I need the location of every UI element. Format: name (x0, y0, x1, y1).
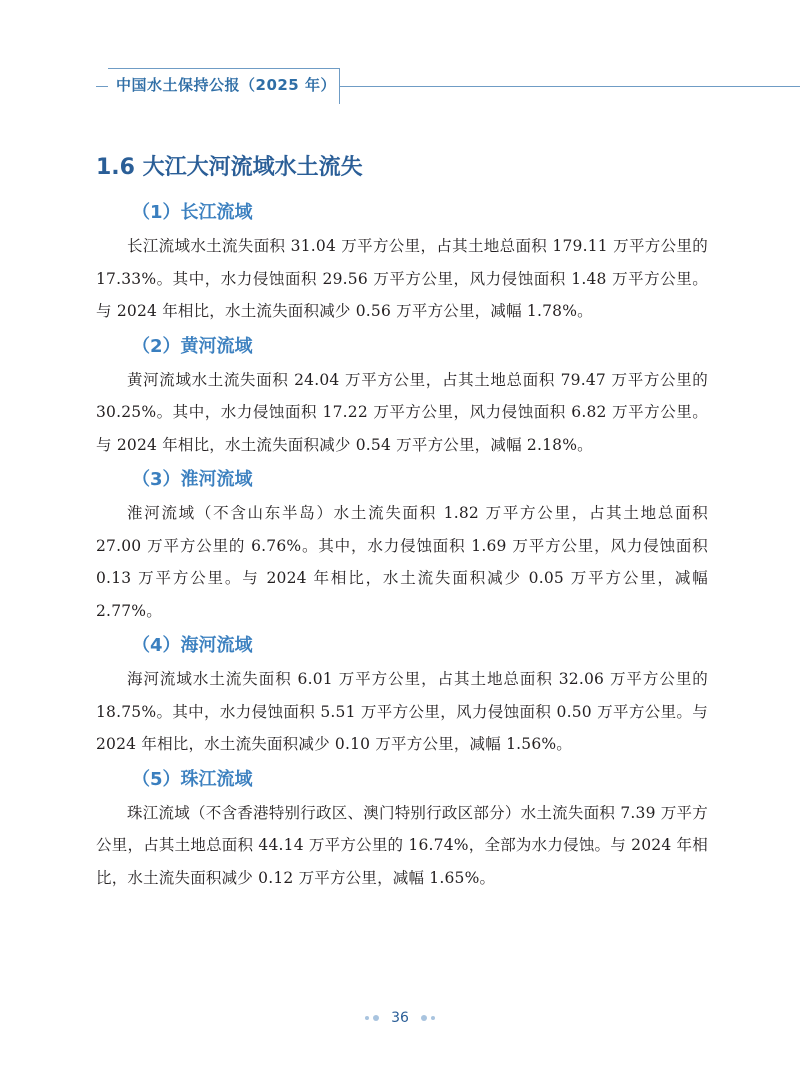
subsection-heading: （3）淮河流域 (132, 469, 253, 490)
footer-dots-right (419, 1010, 437, 1026)
subsection-heading: （4）海河流域 (132, 635, 253, 656)
running-header-title: 中国水土保持公报（2025 年） (116, 76, 336, 94)
footer-dots-left (363, 1010, 381, 1026)
subsection-paragraph: 黄河流域水土流失面积 24.04 万平方公里，占其土地总面积 79.47 万平方公里的 30.25%。其中，水力侵蚀面积 17.22 万平方公里，风力侵蚀面积 6.82 万平方公里。与 2024 年相比，水土流失面积减少 0.54 万平方公里，减幅 2.18%。 (96, 370, 708, 454)
page-footer (0, 1010, 800, 1026)
dot-ornament (431, 1016, 435, 1020)
subsection-pearl-river (96, 763, 708, 895)
subsection-huai-river (96, 463, 708, 627)
subsection-heading: （2）黄河流域 (132, 335, 253, 357)
subsection-paragraph: 海河流域水土流失面积 6.01 万平方公里，占其土地总面积 32.06 万平方公里的 18.75%。其中，水力侵蚀面积 5.51 万平方公里，风力侵蚀面积 0.50 万平方公里。与 2024 年相比，水土流失面积减少 0.10 万平方公里，减幅 1.56%。 (96, 670, 708, 753)
subsection-hai-river (96, 629, 708, 761)
dot-ornament (421, 1015, 427, 1021)
section-body (96, 196, 708, 896)
header-rule-left (96, 86, 108, 87)
page-number: 36 (391, 1010, 409, 1026)
dot-ornament (373, 1015, 379, 1021)
subsection-paragraph: 珠江流域（不含香港特别行政区、澳门特别行政区部分）水土流失面积 7.39 万平方公里，占其土地总面积 44.14 万平方公里的 16.74%，全部为水力侵蚀。与 2024 年相比，水土流失面积减少 0.12 万平方公里，减幅 1.65%。 (96, 803, 708, 887)
subsection-heading: （1）长江流域 (132, 202, 253, 223)
subsection-paragraph: 长江流域水土流失面积 31.04 万平方公里，占其土地总面积 179.11 万平方公里的 17.33%。其中，水力侵蚀面积 29.56 万平方公里，风力侵蚀面积 1.48 万平方公里。与 2024 年相比，水土流失面积减少 0.56 万平方公里，减幅 1.78%。 (96, 237, 708, 320)
subsection-yangtze (96, 196, 708, 328)
dot-ornament (365, 1016, 369, 1020)
subsection-paragraph: 淮河流域（不含山东半岛）水土流失面积 1.82 万平方公里，占其土地总面积 27.00 万平方公里的 6.76%。其中，水力侵蚀面积 1.69 万平方公里，风力侵蚀面积 0.13 万平方公里。与 2024 年相比，水土流失面积减少 0.05 万平方公里，减幅 2.77%。 (96, 504, 708, 620)
section-title: 1.6 大江大河流域水土流失 (96, 155, 363, 180)
header-rule-right (340, 86, 800, 87)
subsection-yellow-river (96, 330, 708, 462)
subsection-heading: （5）珠江流域 (132, 768, 253, 790)
